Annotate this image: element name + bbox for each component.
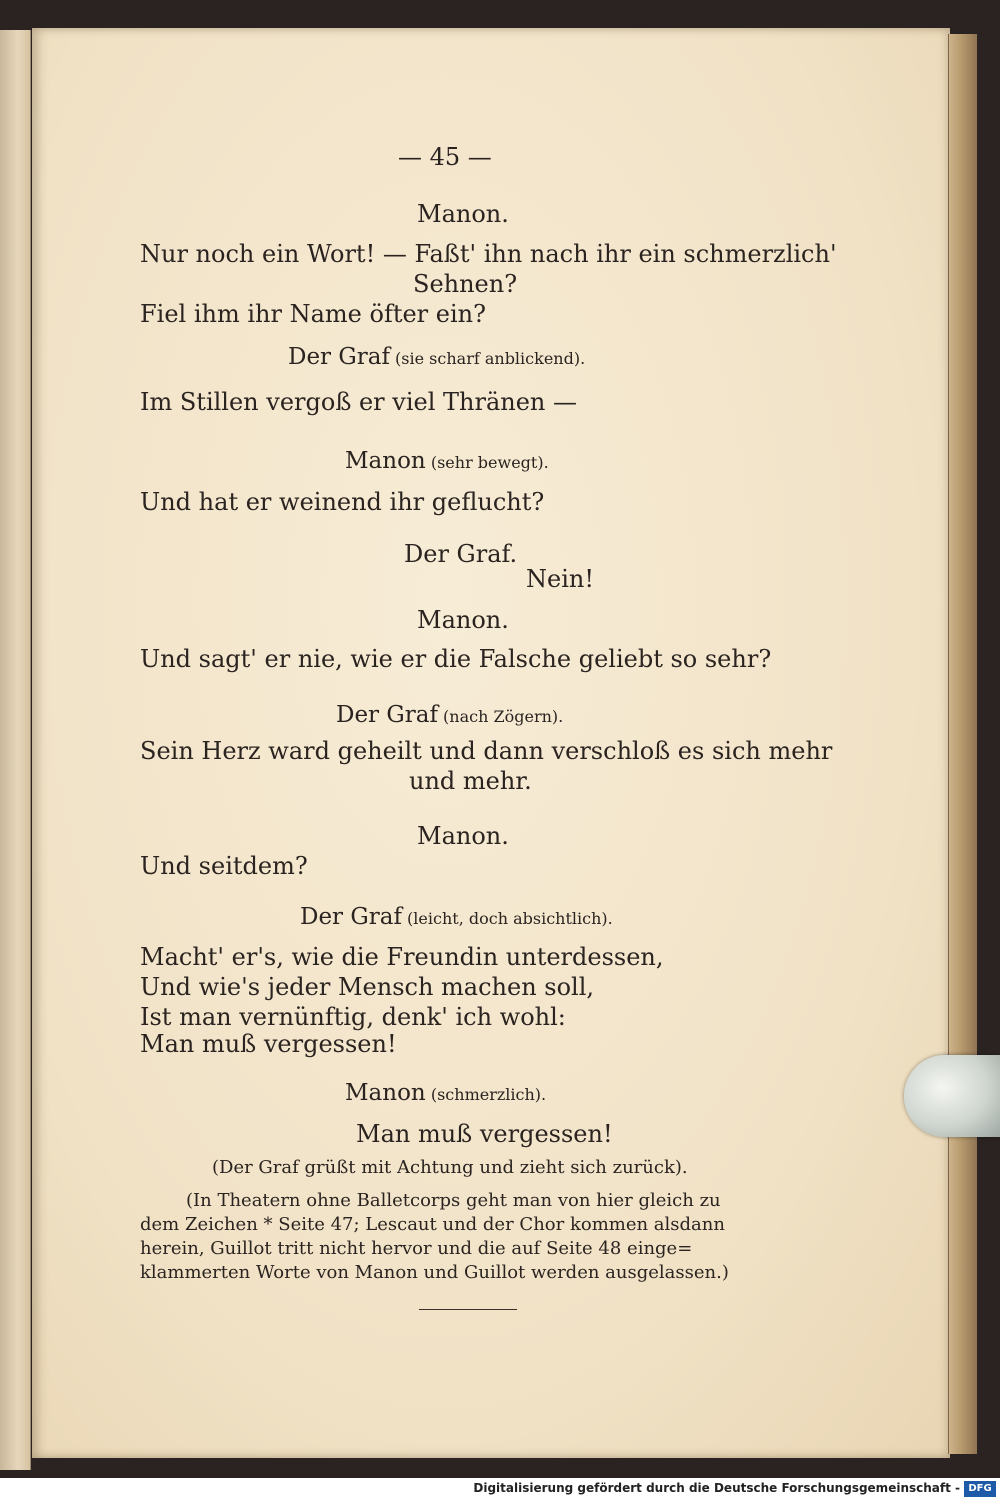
dfg-logo: DFG: [964, 1481, 996, 1497]
dialogue-line: Und sagt' er nie, wie er die Falsche geliebt so sehr?: [140, 645, 772, 673]
dialogue-line: Im Stillen vergoß er viel Thränen —: [140, 388, 578, 416]
stage-direction: (leicht, doch absichtlich).: [407, 909, 613, 928]
footnote-line: herein, Guillot tritt nicht hervor und die auf Seite 48 einge=: [140, 1238, 693, 1259]
speaker-graf: [336, 702, 563, 728]
dialogue-line: Sein Herz ward geheilt und dann verschloß es sich mehr: [140, 737, 833, 765]
speaker-graf: [300, 904, 613, 930]
dialogue-line: Fiel ihm ihr Name öfter ein?: [140, 300, 486, 328]
funding-notice: Digitalisierung gefördert durch die Deutsche Forschungsgemeinschaft -: [473, 1481, 960, 1495]
page-number: — 45 —: [398, 143, 492, 171]
dialogue-line: Nein!: [526, 565, 594, 593]
speaker-manon: Manon.: [417, 200, 509, 228]
stage-direction: (sehr bewegt).: [430, 453, 549, 472]
dialogue-line: Nur noch ein Wort! — Faßt' ihn nach ihr ein schmerzlich': [140, 240, 837, 268]
speaker-manon: Manon.: [417, 822, 509, 850]
page-clip: [904, 1055, 1000, 1137]
footnote-line: (In Theatern ohne Balletcorps geht man von hier gleich zu: [186, 1190, 721, 1211]
footer-bar: [0, 1478, 1000, 1501]
dialogue-line: Und hat er weinend ihr geflucht?: [140, 488, 545, 516]
stage-direction: (Der Graf grüßt mit Achtung und zieht sich zurück).: [212, 1157, 688, 1178]
dialogue-line: Sehnen?: [413, 270, 518, 298]
dialogue-line: Man muß vergessen!: [140, 1030, 397, 1058]
speaker-manon: [345, 448, 549, 474]
speaker-name: Manon: [345, 448, 426, 474]
dialogue-line: Und seitdem?: [140, 852, 308, 880]
footnote-line: dem Zeichen * Seite 47; Lescaut und der Chor kommen alsdann: [140, 1214, 725, 1235]
section-rule: [419, 1309, 517, 1310]
speaker-graf: [288, 344, 585, 370]
stage-direction: (nach Zögern).: [443, 707, 564, 726]
speaker-name: Der Graf: [336, 702, 438, 728]
speaker-name: Der Graf: [300, 904, 402, 930]
right-page-edge: [948, 34, 977, 1454]
left-page-edge: [0, 30, 31, 1470]
speaker-manon: [345, 1080, 546, 1106]
dialogue-line: Und wie's jeder Mensch machen soll,: [140, 973, 595, 1001]
speaker-name: Manon: [345, 1080, 426, 1106]
speaker-manon: Manon.: [417, 606, 509, 634]
stage-direction: (schmerzlich).: [430, 1085, 547, 1104]
stage-direction: (sie scharf anblickend).: [395, 349, 586, 368]
speaker-name: Der Graf: [288, 344, 390, 370]
dialogue-line: Man muß vergessen!: [356, 1120, 613, 1148]
speaker-graf: Der Graf.: [404, 540, 518, 568]
dialogue-line: Ist man vernünftig, denk' ich wohl:: [140, 1003, 566, 1031]
dialogue-line: und mehr.: [409, 767, 532, 795]
footnote-line: klammerten Worte von Manon und Guillot werden ausgelassen.): [140, 1262, 729, 1283]
dialogue-line: Macht' er's, wie die Freundin unterdessen,: [140, 943, 664, 971]
